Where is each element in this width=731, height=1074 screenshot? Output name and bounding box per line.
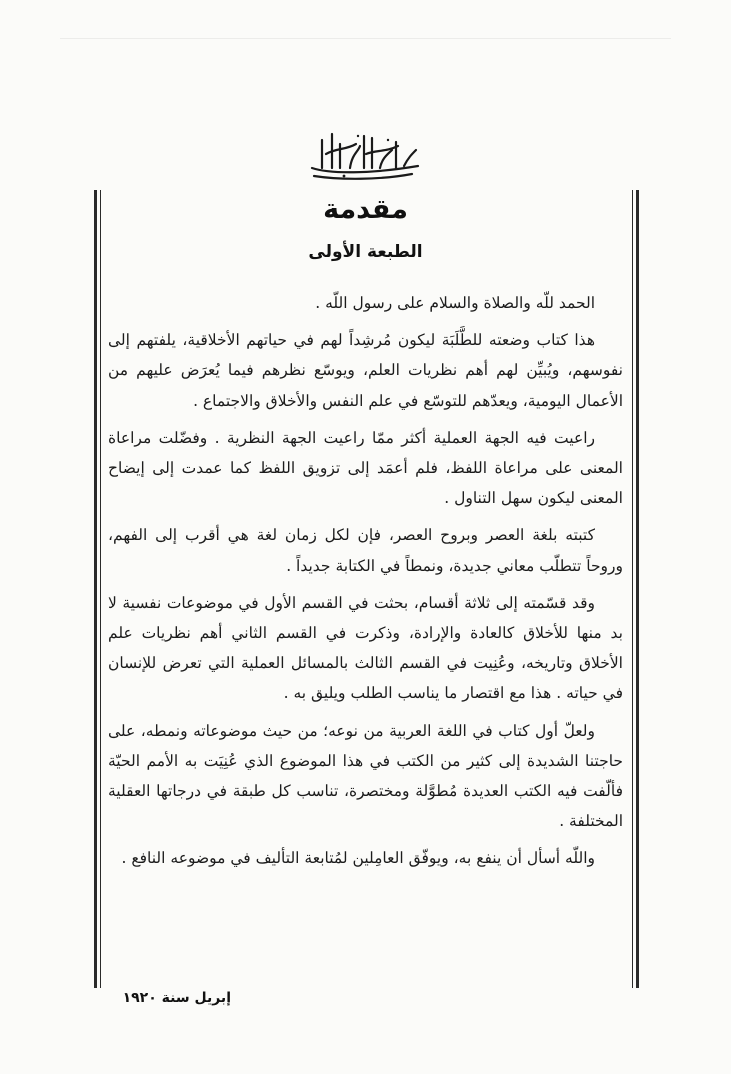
- paragraph-4: كتبته بلغة العصر وبروح العصر، فإن لكل زمان لغة هي أقرب إلى الفهم، وروحاً تتطلّب معاني جديدة، ونمطاً في الكتابة جديداً .: [108, 526, 623, 575]
- signature-date: إبريل سنة ١٩٢٠: [122, 990, 231, 1006]
- paragraph-3: راعيت فيه الجهة العملية أكثر ممّا راعيت الجهة النظرية . وفضّلت مراعاة المعنى على مراعاة اللفظ، فلم أعمَد إلى تزويق اللفظ كما عمدت إلى إيضاح المعنى ليكون سهل التناول .: [108, 428, 623, 508]
- frame-left-thick-rule: [94, 190, 97, 988]
- paragraph-5: وقد قسّمته إلى ثلاثة أقسام، بحثت في القسم الأول في موضوعات نفسية لا بد منها للأخلاق كالعادة والإرادة، وذكرت في القسم الثاني أهم نظريات علم الأخلاق وتاريخه، وعُنِيت في القسم الثالث بالمسائل العملية التي تعرض للإنسان في حياته . هذا مع اقتصار ما يناسب الطلب ويليق به .: [108, 593, 623, 703]
- faint-header-rule: [60, 38, 671, 40]
- paragraph-7: واللّه أسأل أن ينفع به، ويوفّق العامِلين لمُتابعة التأليف في موضوعه النافع .: [121, 849, 595, 868]
- page-title: مقدمة: [323, 194, 408, 225]
- paragraph-6: ولعلّ أول كتاب في اللغة العربية من نوعه؛ من حيث موضوعاته ونمطه، على حاجتنا الشديدة إلى كثير من الكتب في هذا الموضوع الذي عُنِيَت به الأمم الحيّة فألّفت فيه الكتب العديدة مُطوَّلة ومختصرة، تناسب كل طبقة في درجاتها العقلية المختلفة .: [108, 721, 623, 831]
- basmala-calligraphy: [300, 124, 430, 184]
- paragraph-1: الحمد للّه والصلاة والسلام على رسول اللّه .: [315, 294, 595, 312]
- basmala-calligraphy-icon: [300, 124, 430, 184]
- body-text: [108, 288, 623, 881]
- paragraph-2: هذا كتاب وضعته للطَّلَبَة ليكون مُرشِداً لهم في حياتهم الأخلاقية، يلفتهم إلى نفوسهم، ويُبيِّن لهم أهم نظريات العلم، ويوسّع نظرهم فيما يُعرَض عليهم من الأعمال اليومية، ويعدّهم للتوسّع في علم النفس والأخلاق والاجتماع .: [108, 331, 623, 410]
- frame-left-thin-rule: [100, 190, 101, 988]
- frame-right-thin-rule: [632, 190, 633, 988]
- frame-right-thick-rule: [636, 190, 639, 988]
- page-subtitle: الطبعة الأولى: [308, 242, 423, 262]
